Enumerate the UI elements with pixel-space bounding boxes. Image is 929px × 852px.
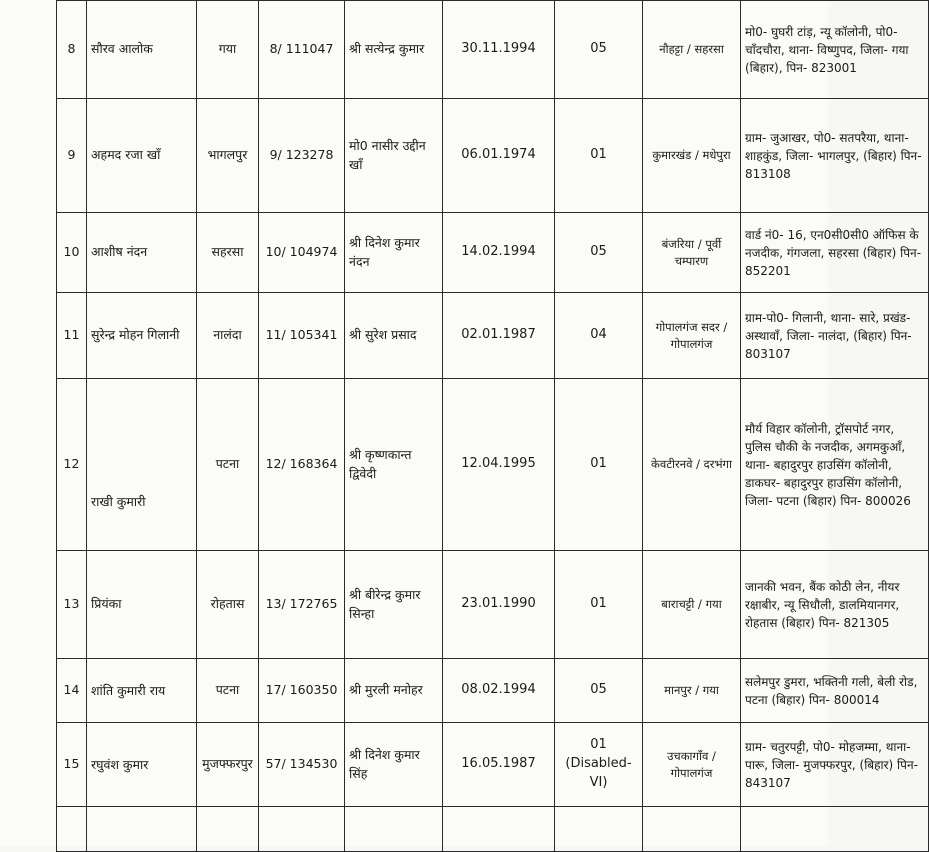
father-name: श्री दिनेश कुमार सिंह [345,723,443,807]
category: 05 [555,659,643,723]
table-row-blank [57,807,929,852]
serial-number: 8 [57,1,87,99]
father-name: श्री बीरेन्द्र कुमार सिन्हा [345,551,443,659]
date-of-birth: 30.11.1994 [443,1,555,99]
empty-cell [443,807,555,852]
empty-cell [87,807,197,852]
address: जानकी भवन, बैंक कोठी लेन, नीयर रक्षाबीर, न्यू सिधौली, डालमियानगर, रोहतास (बिहार) पिन- 821305 [741,551,929,659]
date-of-birth: 08.02.1994 [443,659,555,723]
category: 04 [555,293,643,379]
father-name: मो0 नासीर उद्दीन खॉं [345,99,443,213]
posting-place: नौहट्टा / सहरसा [643,1,741,99]
category: 01 [555,551,643,659]
serial-number: 9 [57,99,87,213]
table-row [57,293,929,379]
table-row [57,213,929,293]
father-name: श्री दिनेश कुमार नंदन [345,213,443,293]
date-of-birth: 14.02.1994 [443,213,555,293]
posting-place: बंजरिया / पूर्वी चम्पारण [643,213,741,293]
roll-number: 57/ 134530 [259,723,345,807]
category: 01 (Disabled- VI) [555,723,643,807]
district: गया [197,1,259,99]
date-of-birth: 02.01.1987 [443,293,555,379]
category: 05 [555,1,643,99]
district: पटना [197,379,259,551]
empty-cell [197,807,259,852]
category: 01 [555,99,643,213]
serial-number: 10 [57,213,87,293]
table-row [57,99,929,213]
address: मौर्य विहार कॉलोनी, ट्रॉसपोर्ट नगर, पुलिस चौकी के नजदीक, अगमकुऑं, थाना- बहादुरपुर हाउसिंग कॉलोनी, डाकघर- बहादुरपुर हाउसिंग कॉलोनी, जिला- पटना (बिहार) पिन- 800026 [741,379,929,551]
candidate-name: अहमद रजा खॉं [87,99,197,213]
district: भागलपुर [197,99,259,213]
table-row [57,659,929,723]
district: पटना [197,659,259,723]
roll-number: 10/ 104974 [259,213,345,293]
date-of-birth: 23.01.1990 [443,551,555,659]
serial-number: 15 [57,723,87,807]
posting-place: मानपुर / गया [643,659,741,723]
date-of-birth: 12.04.1995 [443,379,555,551]
posting-place: उचकागॉंव / गोपालगंज [643,723,741,807]
table-row [57,379,929,551]
district: मुजफ्फरपुर [197,723,259,807]
posting-place: कुमारखंड / मधेपुरा [643,99,741,213]
roll-number: 11/ 105341 [259,293,345,379]
candidate-name: सौरव आलोक [87,1,197,99]
empty-cell [259,807,345,852]
father-name: श्री सुरेश प्रसाद [345,293,443,379]
address: ग्राम- जुआखर, पो0- सतपरैया, थाना- शाहकुंड, जिला- भागलपुर, (बिहार) पिन- 813108 [741,99,929,213]
table-row [57,1,929,99]
empty-cell [345,807,443,852]
address: ग्राम-पो0- गिलानी, थाना- सारे, प्रखंड- अस्थावॉं, जिला- नालंदा, (बिहार) पिन- 803107 [741,293,929,379]
father-name: श्री मुरली मनोहर [345,659,443,723]
serial-number: 12 [57,379,87,551]
candidate-name: रघुवंश कुमार [87,723,197,807]
candidate-name: सुरेन्द्र मोहन गिलानी [87,293,197,379]
father-name: श्री कृष्णकान्त द्विवेदी [345,379,443,551]
category: 01 [555,379,643,551]
empty-cell [643,807,741,852]
posting-place: गोपालगंज सदर / गोपालगंज [643,293,741,379]
roll-number: 8/ 111047 [259,1,345,99]
address: सलेमपुर डुमरा, भक्तिनी गली, बेली रोड, पटना (बिहार) पिन- 800014 [741,659,929,723]
roll-number: 9/ 123278 [259,99,345,213]
date-of-birth: 16.05.1987 [443,723,555,807]
address: मो0- घुघरी टांड़, न्यू कॉलोनी, पो0- चॉंदचौरा, थाना- विष्णुपद, जिला- गया (बिहार), पिन- 823001 [741,1,929,99]
district: रोहतास [197,551,259,659]
candidate-table [56,0,929,852]
district: नालंदा [197,293,259,379]
address: ग्राम- चतुरपट्टी, पो0- मोहजम्मा, थाना- पारू, जिला- मुजफ्फरपुर, (बिहार) पिन- 843107 [741,723,929,807]
father-name: श्री सत्येन्द्र कुमार [345,1,443,99]
table-row [57,723,929,807]
table-row [57,551,929,659]
candidate-name: प्रियंका [87,551,197,659]
roll-number: 17/ 160350 [259,659,345,723]
date-of-birth: 06.01.1974 [443,99,555,213]
candidate-name: राखी कुमारी [87,379,197,551]
roll-number: 13/ 172765 [259,551,345,659]
serial-number: 14 [57,659,87,723]
district: सहरसा [197,213,259,293]
serial-number: 11 [57,293,87,379]
serial-number: 13 [57,551,87,659]
roll-number: 12/ 168364 [259,379,345,551]
candidate-name: शांति कुमारी राय [87,659,197,723]
candidate-name: आशीष नंदन [87,213,197,293]
posting-place: बाराचट्टी / गया [643,551,741,659]
address: वार्ड नं0- 16, एन0सी0सी0 ऑफिस के नजदीक, गंगजला, सहरसा (बिहार) पिन- 852201 [741,213,929,293]
posting-place: केवटीरनवे / दरभंगा [643,379,741,551]
empty-cell [741,807,929,852]
empty-cell [555,807,643,852]
empty-cell [57,807,87,852]
category: 05 [555,213,643,293]
